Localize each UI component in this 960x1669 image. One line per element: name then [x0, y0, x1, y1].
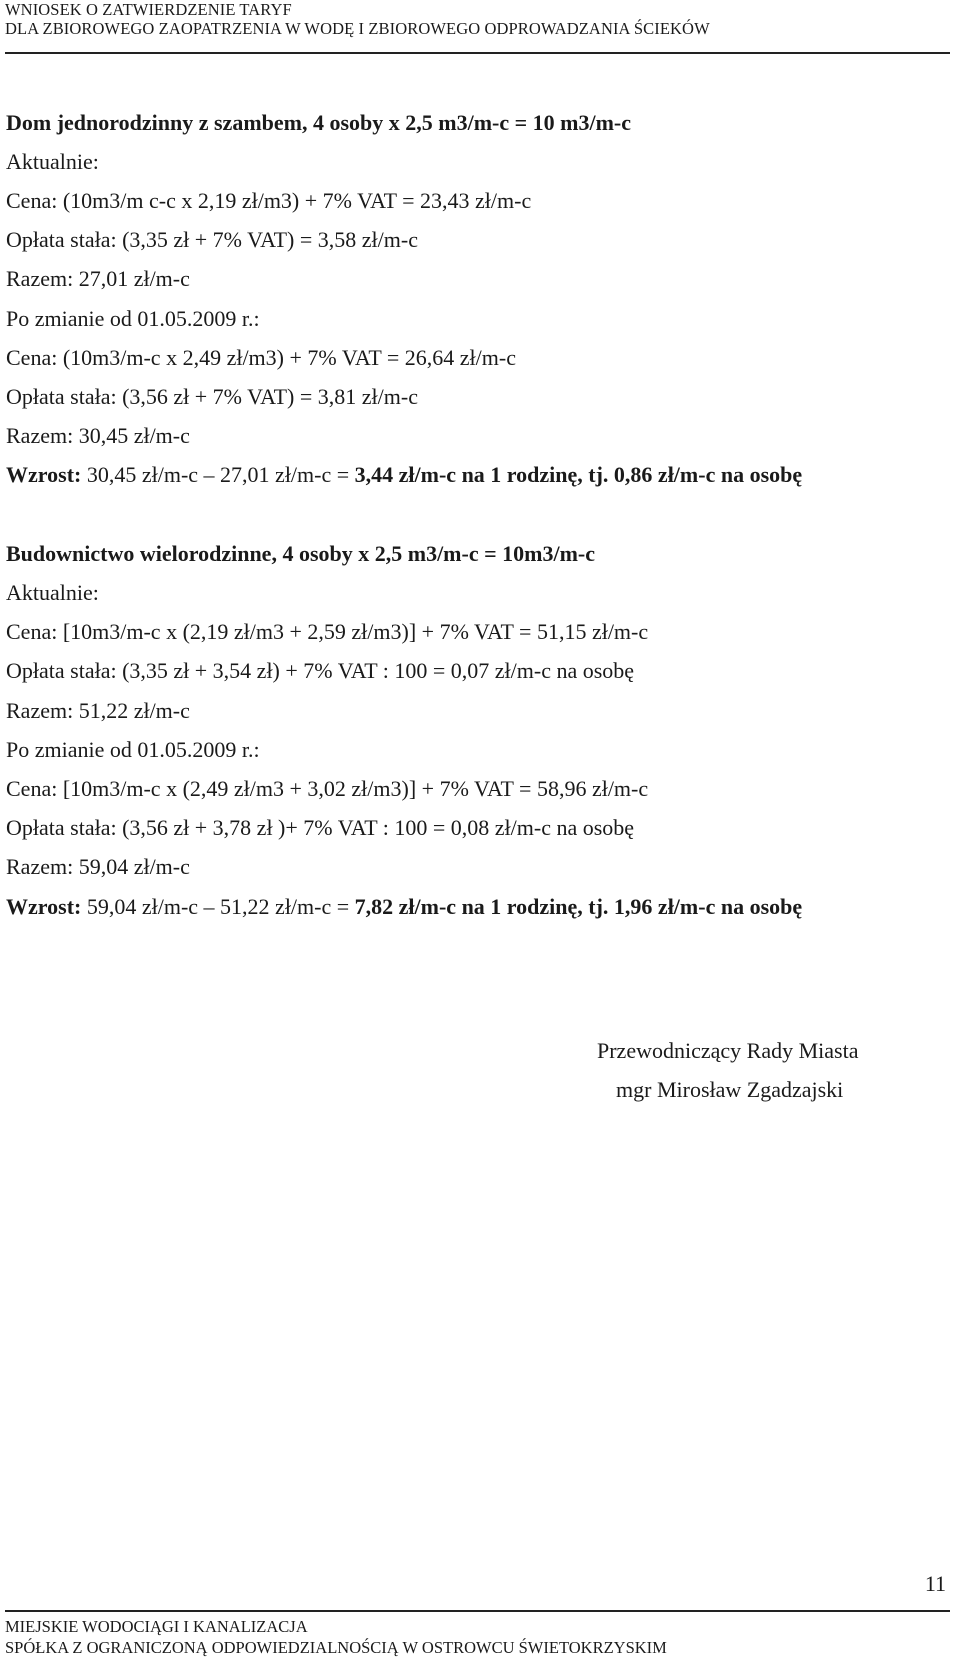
signature-name: mgr Mirosław Zgadzajski	[616, 1077, 844, 1102]
section1-increase	[6, 462, 802, 488]
section2-increase-calc: 59,04 zł/m-c – 51,22 zł/m-c =	[81, 894, 355, 919]
section2-after-fee: Opłata stała: (3,56 zł + 3,78 zł )+ 7% VAT : 100 = 0,08 zł/m-c na osobę	[6, 815, 635, 840]
section1-current-total: Razem: 27,01 zł/m-c	[6, 266, 190, 291]
signature-role: Przewodniczący Rady Miasta	[597, 1038, 859, 1063]
section1-current-label: Aktualnie:	[6, 149, 99, 174]
section2-after-price: Cena: [10m3/m-c x (2,49 zł/m3 + 3,02 zł/m3)] + 7% VAT = 58,96 zł/m-c	[6, 776, 649, 801]
section1-after-price: Cena: (10m3/m-c x 2,49 zł/m3) + 7% VAT = 26,64 zł/m-c	[6, 345, 516, 370]
section2-current-total: Razem: 51,22 zł/m-c	[6, 698, 190, 723]
section1-after-total: Razem: 30,45 zł/m-c	[6, 423, 190, 448]
section1-after-fee: Opłata stała: (3,56 zł + 7% VAT) = 3,81 zł/m-c	[6, 384, 418, 409]
section1-current-price: Cena: (10m3/m c-c x 2,19 zł/m3) + 7% VAT = 23,43 zł/m-c	[6, 188, 532, 213]
section2-current-price: Cena: [10m3/m-c x (2,19 zł/m3 + 2,59 zł/m3)] + 7% VAT = 51,15 zł/m-c	[6, 619, 649, 644]
page-number: 11	[924, 1571, 946, 1596]
footer-divider	[5, 1610, 950, 1612]
section2-current-label: Aktualnie:	[6, 580, 99, 605]
section2-after-label: Po zmianie od 01.05.2009 r.:	[6, 737, 260, 762]
document-footer	[5, 1616, 950, 1658]
section2-after-total: Razem: 59,04 zł/m-c	[6, 854, 190, 879]
section1-increase-calc: 30,45 zł/m-c – 27,01 zł/m-c =	[81, 462, 355, 487]
header-title: WNIOSEK O ZATWIERDZENIE TARYF	[5, 0, 292, 19]
section1-title: Dom jednorodzinny z szambem, 4 osoby x 2,5 m3/m-c = 10 m3/m-c	[6, 110, 632, 135]
section1-increase-label: Wzrost:	[6, 462, 82, 487]
section1-after-label: Po zmianie od 01.05.2009 r.:	[6, 306, 260, 331]
section2-increase	[6, 894, 802, 920]
header-divider	[5, 52, 950, 54]
section2-current-fee: Opłata stała: (3,35 zł + 3,54 zł) + 7% VAT : 100 = 0,07 zł/m-c na osobę	[6, 658, 635, 683]
footer-company: MIEJSKIE WODOCIĄGI I KANALIZACJA	[5, 1617, 308, 1636]
section2-increase-label: Wzrost:	[6, 894, 82, 919]
section1-current-fee: Opłata stała: (3,35 zł + 7% VAT) = 3,58 zł/m-c	[6, 227, 418, 252]
section1-increase-result: 3,44 zł/m-c na 1 rodzinę, tj. 0,86 zł/m-c na osobę	[354, 462, 803, 487]
document-header	[5, 0, 950, 38]
section2-title: Budownictwo wielorodzinne, 4 osoby x 2,5 m3/m-c = 10m3/m-c	[6, 541, 595, 566]
section2-increase-result: 7,82 zł/m-c na 1 rodzinę, tj. 1,96 zł/m-c na osobę	[354, 894, 803, 919]
header-subtitle: DLA ZBIOROWEGO ZAOPATRZENIA W WODĘ I ZBIOROWEGO ODPROWADZANIA ŚCIEKÓW	[5, 19, 710, 38]
footer-company-legal: SPÓŁKA Z OGRANICZONĄ ODPOWIEDZIALNOŚCIĄ W OSTROWCU ŚWIETOKRZYSKIM	[5, 1638, 667, 1657]
